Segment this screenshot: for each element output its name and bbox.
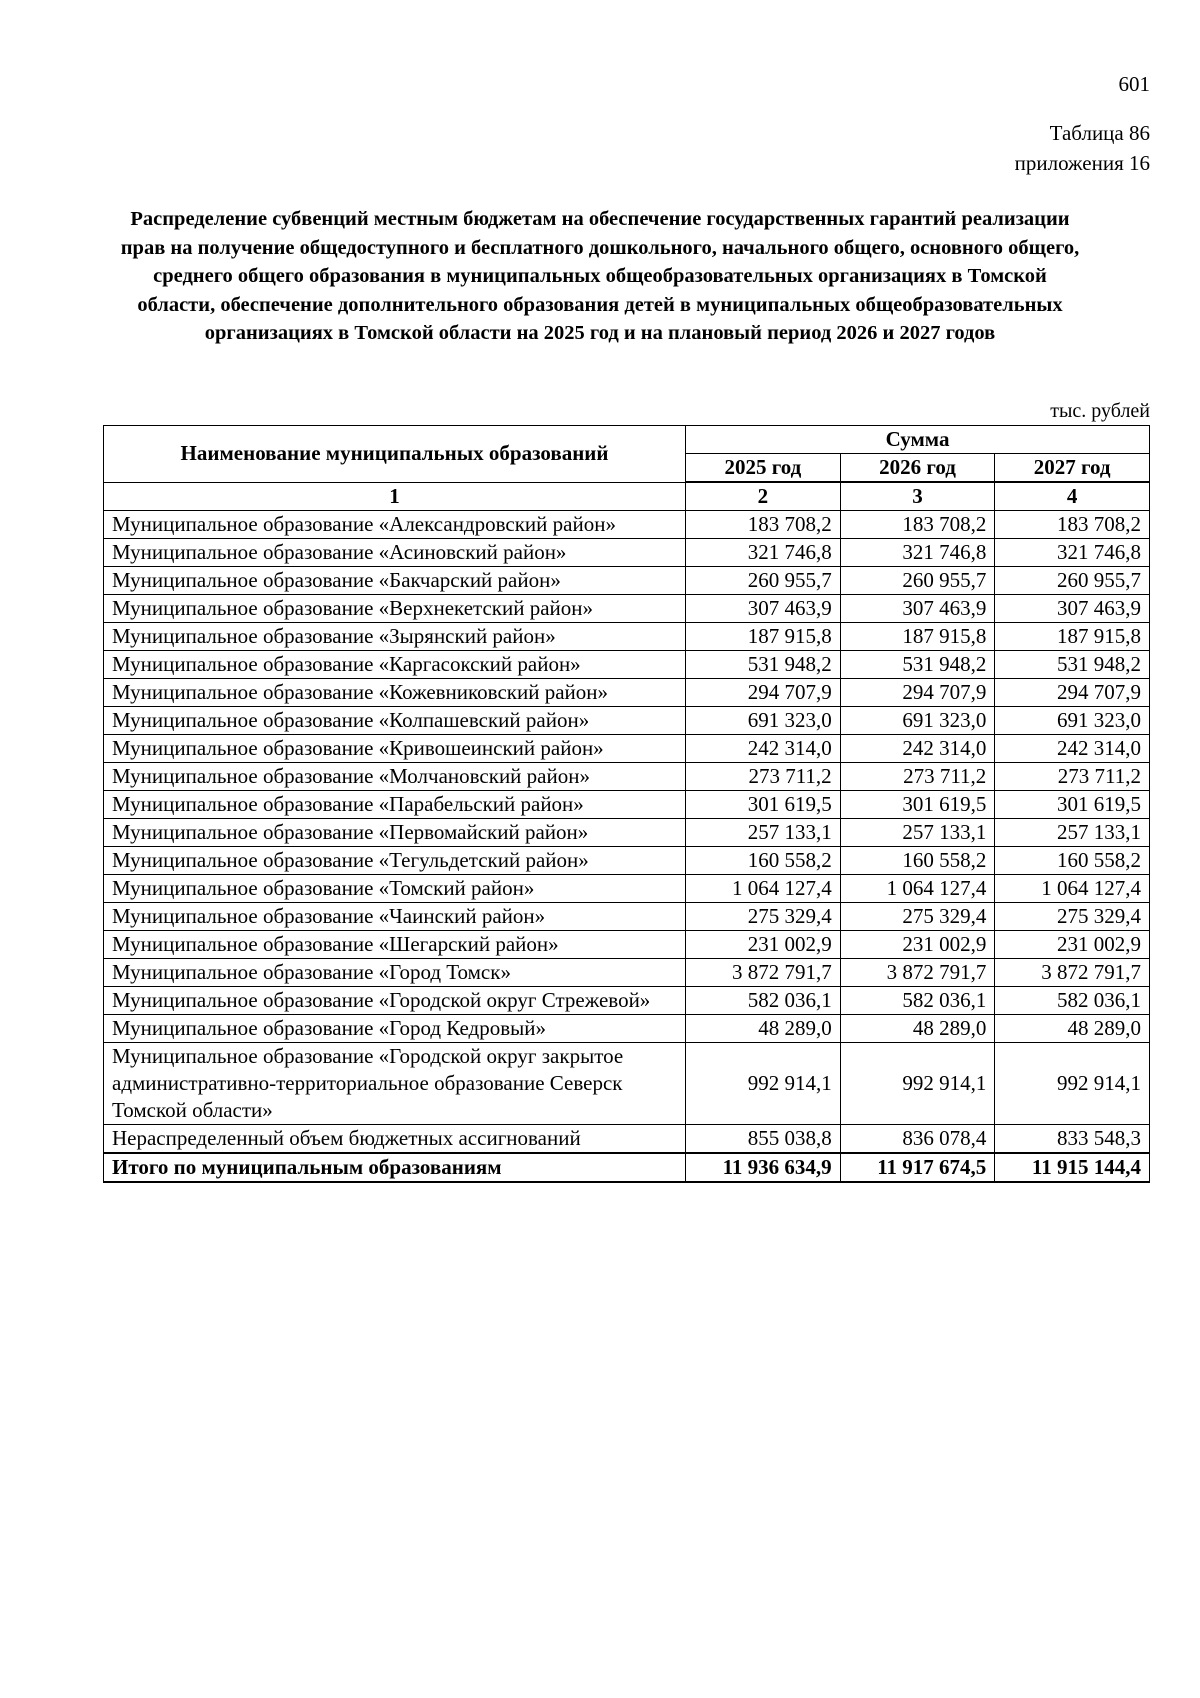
- table-row: [104, 763, 1150, 791]
- municipality-name: Муниципальное образование «Парабельский район»: [104, 791, 686, 819]
- value-2025: 257 133,1: [686, 819, 841, 847]
- value-2027: 257 133,1: [995, 819, 1150, 847]
- table-row: [104, 707, 1150, 735]
- municipality-name: Нераспределенный объем бюджетных ассигнований: [104, 1125, 686, 1154]
- total-row: [104, 1153, 1150, 1182]
- value-2025: 3 872 791,7: [686, 959, 841, 987]
- municipality-name: Муниципальное образование «Городской округ закрытое административно-территориальное образование Северск Томской области»: [104, 1043, 686, 1125]
- column-header-year-2027: 2027 год: [995, 454, 1150, 483]
- municipality-name: Муниципальное образование «Александровский район»: [104, 511, 686, 539]
- table-row: [104, 847, 1150, 875]
- municipality-name: Муниципальное образование «Городской округ Стрежевой»: [104, 987, 686, 1015]
- value-2025: 160 558,2: [686, 847, 841, 875]
- column-header-sum: Сумма: [686, 426, 1150, 454]
- value-2026: 242 314,0: [840, 735, 995, 763]
- value-2027: 833 548,3: [995, 1125, 1150, 1154]
- table-row: [104, 623, 1150, 651]
- appendix-number: приложения 16: [1014, 151, 1150, 175]
- table-row: [104, 651, 1150, 679]
- municipality-name: Муниципальное образование «Кривошеинский район»: [104, 735, 686, 763]
- table-body: [104, 511, 1150, 1154]
- value-2027: 187 915,8: [995, 623, 1150, 651]
- municipality-name: Муниципальное образование «Город Томск»: [104, 959, 686, 987]
- table-row: [104, 735, 1150, 763]
- value-2027: 1 064 127,4: [995, 875, 1150, 903]
- table-row: [104, 679, 1150, 707]
- column-header-year-2025: 2025 год: [686, 454, 841, 483]
- municipality-name: Муниципальное образование «Тегульдетский район»: [104, 847, 686, 875]
- page-number: 601: [1118, 72, 1150, 96]
- value-2027: 531 948,2: [995, 651, 1150, 679]
- value-2025: 275 329,4: [686, 903, 841, 931]
- value-2026: 307 463,9: [840, 595, 995, 623]
- value-2027: 294 707,9: [995, 679, 1150, 707]
- total-2027: 11 915 144,4: [995, 1153, 1150, 1182]
- table-row: [104, 1125, 1150, 1154]
- value-2026: 187 915,8: [840, 623, 995, 651]
- column-number-3: 3: [840, 482, 995, 511]
- value-2026: 275 329,4: [840, 903, 995, 931]
- value-2025: 273 711,2: [686, 763, 841, 791]
- value-2025: 260 955,7: [686, 567, 841, 595]
- value-2027: 242 314,0: [995, 735, 1150, 763]
- value-2025: 691 323,0: [686, 707, 841, 735]
- value-2026: 3 872 791,7: [840, 959, 995, 987]
- value-2026: 160 558,2: [840, 847, 995, 875]
- value-2026: 1 064 127,4: [840, 875, 995, 903]
- value-2026: 582 036,1: [840, 987, 995, 1015]
- municipality-name: Муниципальное образование «Шегарский район»: [104, 931, 686, 959]
- value-2026: 301 619,5: [840, 791, 995, 819]
- subventions-table: [103, 425, 1150, 1183]
- total-label: Итого по муниципальным образованиям: [104, 1153, 686, 1182]
- municipality-name: Муниципальное образование «Каргасокский район»: [104, 651, 686, 679]
- column-number-1: 1: [104, 482, 686, 511]
- value-2026: 321 746,8: [840, 539, 995, 567]
- table-row: [104, 567, 1150, 595]
- column-header-name: Наименование муниципальных образований: [104, 426, 686, 483]
- column-number-2: 2: [686, 482, 841, 511]
- value-2025: 531 948,2: [686, 651, 841, 679]
- value-2027: 231 002,9: [995, 931, 1150, 959]
- municipality-name: Муниципальное образование «Бакчарский район»: [104, 567, 686, 595]
- table-row: [104, 959, 1150, 987]
- value-2027: 183 708,2: [995, 511, 1150, 539]
- value-2025: 992 914,1: [686, 1043, 841, 1125]
- value-2026: 183 708,2: [840, 511, 995, 539]
- municipality-name: Муниципальное образование «Первомайский район»: [104, 819, 686, 847]
- value-2025: 1 064 127,4: [686, 875, 841, 903]
- table-row: [104, 791, 1150, 819]
- value-2027: 582 036,1: [995, 987, 1150, 1015]
- value-2027: 273 711,2: [995, 763, 1150, 791]
- value-2026: 836 078,4: [840, 1125, 995, 1154]
- value-2027: 321 746,8: [995, 539, 1150, 567]
- value-2027: 3 872 791,7: [995, 959, 1150, 987]
- value-2026: 260 955,7: [840, 567, 995, 595]
- value-2026: 48 289,0: [840, 1015, 995, 1043]
- value-2025: 855 038,8: [686, 1125, 841, 1154]
- value-2026: 691 323,0: [840, 707, 995, 735]
- municipality-name: Муниципальное образование «Асиновский район»: [104, 539, 686, 567]
- value-2026: 531 948,2: [840, 651, 995, 679]
- value-2026: 257 133,1: [840, 819, 995, 847]
- municipality-name: Муниципальное образование «Город Кедровый»: [104, 1015, 686, 1043]
- value-2027: 301 619,5: [995, 791, 1150, 819]
- value-2025: 231 002,9: [686, 931, 841, 959]
- value-2027: 48 289,0: [995, 1015, 1150, 1043]
- column-header-year-2026: 2026 год: [840, 454, 995, 483]
- table-reference: [1015, 118, 1150, 178]
- value-2027: 275 329,4: [995, 903, 1150, 931]
- municipality-name: Муниципальное образование «Зырянский район»: [104, 623, 686, 651]
- value-2026: 231 002,9: [840, 931, 995, 959]
- document-title: Распределение субвенций местным бюджетам на обеспечение государственных гарантий реализации прав на получение общедоступного и бесплатного дошкольного, начального общего, основного общего, среднего общего образования в муниципальных общеобразовательных организациях в Томской области, обеспечение дополнительного образования детей в муниципальных общеобразовательных организациях в Томской области на 2025 год и на плановый период 2026 и 2027 годов: [120, 208, 1080, 344]
- municipality-name: Муниципальное образование «Верхнекетский район»: [104, 595, 686, 623]
- table-row: [104, 903, 1150, 931]
- value-2025: 582 036,1: [686, 987, 841, 1015]
- table-row: [104, 987, 1150, 1015]
- value-2025: 294 707,9: [686, 679, 841, 707]
- value-2026: 294 707,9: [840, 679, 995, 707]
- value-2025: 187 915,8: [686, 623, 841, 651]
- table-row: [104, 1043, 1150, 1125]
- value-2025: 48 289,0: [686, 1015, 841, 1043]
- value-2025: 242 314,0: [686, 735, 841, 763]
- table-number: Таблица 86: [1049, 121, 1150, 145]
- total-2025: 11 936 634,9: [686, 1153, 841, 1182]
- value-2025: 321 746,8: [686, 539, 841, 567]
- table-row: [104, 1015, 1150, 1043]
- table-row: [104, 511, 1150, 539]
- table-row: [104, 875, 1150, 903]
- municipality-name: Муниципальное образование «Томский район»: [104, 875, 686, 903]
- municipality-name: Муниципальное образование «Чаинский район»: [104, 903, 686, 931]
- table-row: [104, 539, 1150, 567]
- value-2025: 307 463,9: [686, 595, 841, 623]
- municipality-name: Муниципальное образование «Кожевниковский район»: [104, 679, 686, 707]
- total-2026: 11 917 674,5: [840, 1153, 995, 1182]
- table-row: [104, 595, 1150, 623]
- value-2027: 691 323,0: [995, 707, 1150, 735]
- table-row: [104, 931, 1150, 959]
- value-2027: 307 463,9: [995, 595, 1150, 623]
- table-header: [104, 426, 1150, 511]
- value-2027: 260 955,7: [995, 567, 1150, 595]
- table-row: [104, 819, 1150, 847]
- value-2027: 160 558,2: [995, 847, 1150, 875]
- units-label: тыс. рублей: [1050, 400, 1150, 422]
- value-2025: 183 708,2: [686, 511, 841, 539]
- value-2026: 992 914,1: [840, 1043, 995, 1125]
- municipality-name: Муниципальное образование «Колпашевский район»: [104, 707, 686, 735]
- value-2027: 992 914,1: [995, 1043, 1150, 1125]
- value-2026: 273 711,2: [840, 763, 995, 791]
- column-number-4: 4: [995, 482, 1150, 511]
- municipality-name: Муниципальное образование «Молчановский район»: [104, 763, 686, 791]
- value-2025: 301 619,5: [686, 791, 841, 819]
